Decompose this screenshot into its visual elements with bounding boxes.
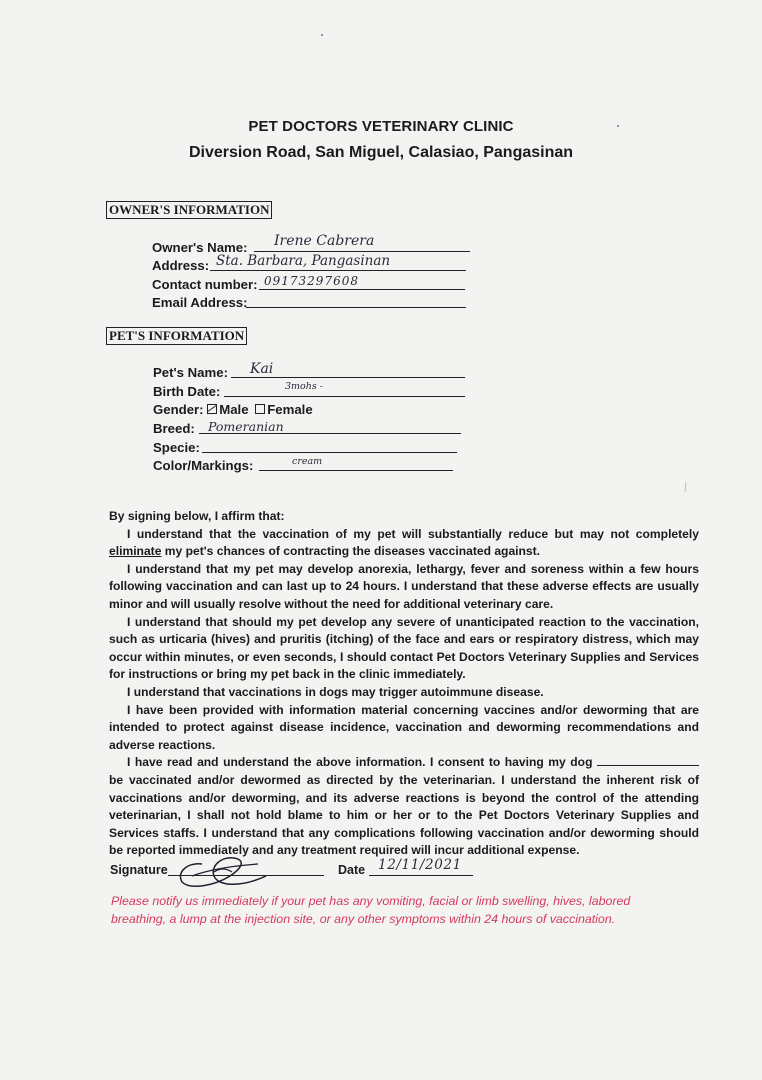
contact-value: 09173297608 <box>264 274 359 288</box>
scan-mark <box>684 482 688 492</box>
pet-name-value: Kai <box>250 361 274 377</box>
scan-speck <box>321 34 323 36</box>
color-markings-value: cream <box>292 456 323 467</box>
dog-name-blank[interactable] <box>597 755 699 766</box>
agreement-p6-end: be vaccinated and/or dewormed as directed by the veterinarian. I understand the inherent risk of vaccinations and/or deworming, and its adverse reactions is beyond the control of the attending veterinarian, I shall not hold blame to him or her or to the Pet Doctors Veterinary Supplies and Services staffs. I understand that any complications following vaccination and/or deworming should be reported immediately and any treatment required will incur additional expense. <box>109 772 699 858</box>
date-label: Date <box>338 863 366 877</box>
agreement-paragraph-3: I understand that should my pet develop any severe of unanticipated reaction to the vaccination, such as urticaria (hives) and pruritis (itching) of the face and ears or respiratory distress, which may occur within minutes, or even seconds, I should contact Pet Doctors Veterinary Supplies and Services for instructions or bring my pet back in the clinic immediately. <box>109 614 699 682</box>
signature-scribble <box>174 846 274 890</box>
agreement-intro: By signing below, I affirm that: <box>109 509 285 523</box>
signature-label: Signature <box>110 863 168 877</box>
birth-date-line[interactable] <box>224 396 465 397</box>
specie-line[interactable] <box>202 452 457 453</box>
clinic-address: Diversion Road, San Miguel, Calasiao, Pangasinan <box>188 144 574 161</box>
agreement-paragraph-1 <box>109 526 699 561</box>
male-checkbox[interactable] <box>207 404 217 414</box>
owner-name-value: Irene Cabrera <box>274 233 375 249</box>
agreement-p1-start: I understand that the vaccination of my pet will substantially reduce but may not completely <box>127 526 699 541</box>
owner-name-line[interactable] <box>254 251 470 252</box>
date-value: 12/11/2021 <box>378 857 462 873</box>
birth-date-label: Birth Date: <box>153 384 221 399</box>
specie-label: Specie: <box>153 440 200 455</box>
agreement-paragraph-5: I have been provided with information material concerning vaccines and/or deworming that are intended to protect against disease incidence, vaccination and deworming recommendations and adverse reactions. <box>109 702 699 752</box>
gender-label: Gender: <box>153 402 204 417</box>
agreement-text <box>109 508 699 860</box>
color-markings-line[interactable] <box>259 470 453 471</box>
breed-label: Breed: <box>153 421 195 436</box>
contact-label: Contact number: <box>152 277 258 292</box>
agreement-p6-start: I have read and understand the above information. I consent to having my dog <box>127 755 597 770</box>
male-label: Male <box>219 402 249 417</box>
pet-name-label: Pet's Name: <box>153 365 228 380</box>
email-line[interactable] <box>246 307 466 308</box>
owner-section-title: OWNER'S INFORMATION <box>106 201 272 219</box>
date-line[interactable] <box>369 875 473 876</box>
owner-name-label: Owner's Name: <box>152 240 248 255</box>
post-vaccination-notice: Please notify us immediately if your pet has any vomiting, facial or limb swelling, hives, labored breathing, a lump at the injection site, or any other symptoms within 24 hours of vaccination. <box>111 894 631 926</box>
color-markings-label: Color/Markings: <box>153 458 254 473</box>
gender-row <box>153 402 313 418</box>
female-checkbox[interactable] <box>255 404 265 414</box>
breed-value: Pomeranian <box>208 419 284 434</box>
email-label: Email Address: <box>152 295 248 310</box>
contact-line[interactable] <box>259 289 465 290</box>
pet-section-title: PET'S INFORMATION <box>106 327 247 345</box>
agreement-p1-underlined: eliminate <box>109 544 162 559</box>
agreement-paragraph-4: I understand that vaccinations in dogs may trigger autoimmune disease. <box>127 684 544 699</box>
agreement-paragraph-6 <box>109 754 699 860</box>
agreement-p1-end: my pet's chances of contracting the diseases vaccinated against. <box>161 544 541 559</box>
clinic-name: PET DOCTORS VETERINARY CLINIC <box>248 118 514 135</box>
female-label: Female <box>267 402 313 417</box>
pet-name-line[interactable] <box>231 377 465 378</box>
agreement-paragraph-2: I understand that my pet may develop anorexia, lethargy, fever and soreness within a few hours following vaccination and can last up to 24 hours. I understand that these adverse effects are usually minor and will usually resolve without the need for additional veterinary care. <box>109 561 699 611</box>
birth-date-value: 3mohs - <box>285 381 323 392</box>
address-line[interactable] <box>210 270 466 271</box>
address-value: Sta. Barbara, Pangasinan <box>216 253 391 269</box>
address-label: Address: <box>152 258 210 273</box>
